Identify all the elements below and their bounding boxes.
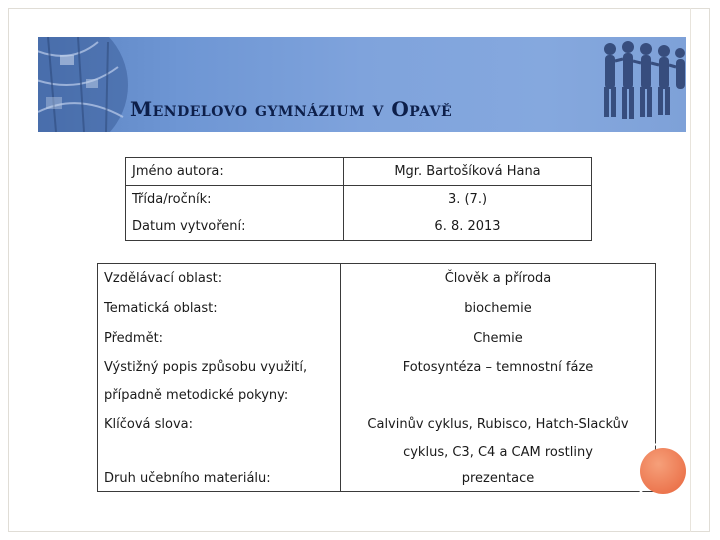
class-value: 3. (7.) xyxy=(447,192,488,207)
created-date-label: Datum vytvoření: xyxy=(126,213,344,241)
subject-label: Předmět: xyxy=(98,324,341,354)
people-figures-icon xyxy=(604,41,685,119)
table-row xyxy=(126,213,592,241)
author-name-label: Jméno autora: xyxy=(126,158,344,186)
table-row xyxy=(98,466,656,492)
material-info-table xyxy=(97,263,656,492)
table-row xyxy=(98,264,656,294)
subject-value: Chemie xyxy=(473,331,523,346)
author-name-value: Mgr. Bartošíková Hana xyxy=(344,158,592,186)
edu-area-label: Vzdělávací oblast: xyxy=(98,264,341,294)
description-value: Fotosyntéza – temnostní fáze xyxy=(402,360,594,375)
school-name-title: Mendelovo gymnázium v Opavě xyxy=(130,97,453,121)
material-type-value: prezentace xyxy=(461,470,535,486)
theme-area-value: biochemie xyxy=(464,301,532,316)
keywords-label: Klíčová slova: xyxy=(98,410,341,440)
table-row xyxy=(98,440,656,466)
table-row xyxy=(98,382,656,410)
slide-frame-strip xyxy=(690,8,710,532)
edu-area-value: Člověk a příroda xyxy=(444,271,552,287)
description-label-line2: případně metodické pokyny: xyxy=(98,382,341,410)
theme-area-label: Tematická oblast: xyxy=(98,294,341,324)
material-type-label: Druh učebního materiálu: xyxy=(98,466,341,492)
table-row xyxy=(98,294,656,324)
table-row xyxy=(126,158,592,186)
table-row xyxy=(126,186,592,214)
class-label: Třída/ročník: xyxy=(126,186,344,214)
table-row xyxy=(98,324,656,354)
keywords-value-line1: Calvinův cyklus, Rubisco, Hatch-Slackův xyxy=(367,417,629,432)
table-row xyxy=(98,410,656,440)
keywords-value-line2: cyklus, C3, C4 a CAM rostliny xyxy=(403,445,593,460)
description-label-line1: Výstižný popis způsobu využití, xyxy=(98,354,341,382)
decorative-orange-circle xyxy=(640,448,686,494)
school-banner xyxy=(38,37,686,132)
created-date-value: 6. 8. 2013 xyxy=(434,219,501,234)
table-row xyxy=(98,354,656,382)
globe-icon xyxy=(38,37,128,132)
author-info-table xyxy=(125,157,592,241)
